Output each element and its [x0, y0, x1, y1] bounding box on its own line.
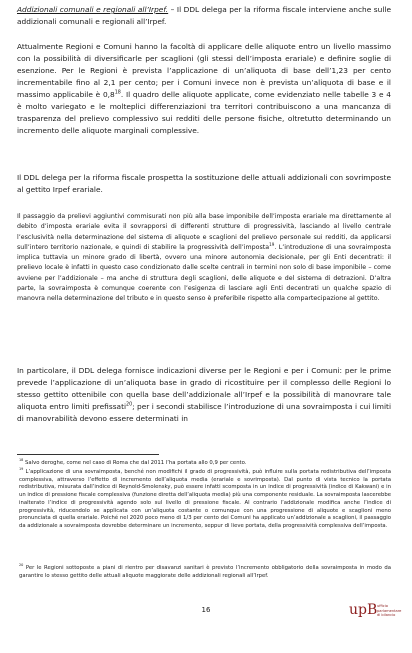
- paragraph-regions-municipalities: [17, 365, 391, 425]
- footnote-separator: [17, 454, 159, 455]
- footnote-ref-18[interactable]: 18: [114, 90, 121, 96]
- logo-line: parlamentare: [377, 608, 402, 613]
- intro-paragraph: [17, 4, 391, 28]
- footnote-19: [19, 469, 391, 531]
- footnote-number: 18: [19, 458, 24, 463]
- paragraph-text: Il passaggio da prelievi aggiuntivi commisurati non più alla base imponibile dell’imposta erariale ma direttamente al debito d’imposta erariale evita il sovrapporsi di differenti strutture di progressività, lasciando al livello centrale l’esclusività nella determinazione del sistema di aliquote e scaglioni del prelievo personale sui redditi, da applicarsi sull’intero territorio nazionale, e quindi di stabilire la progressività dell’imposta: [17, 213, 391, 251]
- paragraph-current-rates: [17, 41, 391, 137]
- footnote-18: [19, 460, 391, 468]
- paragraph-text: In particolare, il DDL delega fornisce indicazioni diverse per le Regioni e per i Comuni: per le prime prevede l’applicazione di un’aliquota base in grado di ricostituire per il complesso delle Regioni lo stesso gettito ottenibile con quella base dell’addizionale all’Irpef e la possibilità di manovrare tale aliquota entro limiti prefissati: [17, 366, 391, 411]
- footnote-text: Salvo deroghe, come nel caso di Roma che dal 2011 l’ha portata allo 0,9 per cento.: [23, 460, 247, 466]
- footnote-20: [19, 565, 391, 580]
- paragraph-text: ; per i secondi stabilisce l’introduzione di una sovraimposta i cui limiti di manovrabilità devono essere determinati in: [17, 402, 391, 423]
- logo-mark: upB: [349, 602, 378, 618]
- footnote-text: Per le Regioni sottoposte a piani di rientro per disavanzi sanitari è previsto l’incremento obbligatorio della sovraimposta in modo da garantire lo stesso gettito delle attuali aliquote maggiorate delle addizionali regionali all’Irpef.: [19, 565, 391, 579]
- page-number: 16: [201, 606, 211, 614]
- paragraph-text: Attualmente Regioni e Comuni hanno la facoltà di applicare delle aliquote entro un livello massimo con la possibilità di diversificarle per scaglioni (gli stessi dell’imposta erariale) e definire soglie di esenzione. Per le Regioni è prevista l’applicazione di un’aliquota di base dell’1,23 per cento incrementabile fino al 2,1 per cento; per i Comuni invece non è prevista un’aliquota di base e il massimo applicabile è 0,8: [17, 42, 391, 99]
- paragraph-sovraimposta: [17, 212, 391, 305]
- footnote-ref-20[interactable]: 20: [126, 402, 133, 408]
- upb-logo: [349, 601, 402, 623]
- logo-line: ufficio: [377, 604, 388, 608]
- logo-line: di bilancio: [377, 613, 396, 618]
- paragraph-text: . Il quadro delle aliquote applicate, come evidenziato nelle tabelle 3 e 4 è molto variegato e le molteplici differenziazioni tra territori contribuiscono a una mancanza di trasparenza del prelievo complessivo sui redditi delle persone fisiche, oltretutto determinando un incremento delle aliquote marginali complessive.: [17, 90, 391, 135]
- footnote-text: L’applicazione di una sovraimposta, benché non modifichi il grado di progressività, può influire sulla portata redistributiva dell’imposta complessiva, attraverso l’effetto di incremento dell’aliquota media (erariale e sovrimposta). Dal punto di vista tecnico la portata redistributiva, misurata dall’indice di Reynold-Smolensky, può essere infatti scomposta in un indice di progressività (indice di Kakwani) e in un indice di pressione fiscale complessiva (funzione diretta dell’aliquota media) più una componente residuale. La sovraimposta lascerebbe inalterato l’indice di progressività agendo solo sul livello di pressione fiscale. Al contrario l’addizionale modifica anche l’indice di progressività, riducendolo se applicata con un’aliquota costante o comunque con una progressione di aliquote e scaglioni meno pronunciata di quella erariale. Poiché nel 2020 poco meno di 1/3 per cento dei Comuni ha applicato un’addizionale a scaglioni, il passaggio da addizionale a sovraimposta dovrebbe determinare un incremento, seppur di lieve portata, della progressività complessiva dell’imposta.: [19, 469, 391, 529]
- paragraph-text: . L’introduzione di una sovraimposta implica tuttavia un minore grado di libertà, ovvero una minore autonomia decisionale, per gli Enti decentrati: il prelievo locale è infatti in questo caso condizionato dalle scelte centrali in termini non solo di base imponibile – come avviene per l’addizionale – ma anche di struttura degli scaglioni, delle aliquote e del sistema di detrazioni. D’altra parte, la sovraimposta è comunque coerente con l’esigenza di lasciare agli Enti decentrati un qualche spazio di manovra nella determinazione del tributo e in questo senso è preferibile rispetto alla compartecipazione al gettito.: [17, 243, 391, 303]
- logo-subtitle: [377, 604, 401, 618]
- section-heading: Addizionali comunali e regionali all’Irpef.: [17, 5, 169, 14]
- footnote-number: 20: [19, 563, 24, 568]
- footnote-ref-19[interactable]: 19: [269, 241, 275, 247]
- footnote-number: 19: [19, 467, 24, 472]
- paragraph-ddl-proposal: Il DDL delega per la riforma fiscale prospetta la sostituzione delle attuali addizionali con sovrimposte al gettito Irpef erariale.: [17, 173, 391, 194]
- intro-text: – Il DDL delega per la riforma fiscale interviene anche sulle addizionali comunali e regionali all’Irpef.: [17, 5, 391, 26]
